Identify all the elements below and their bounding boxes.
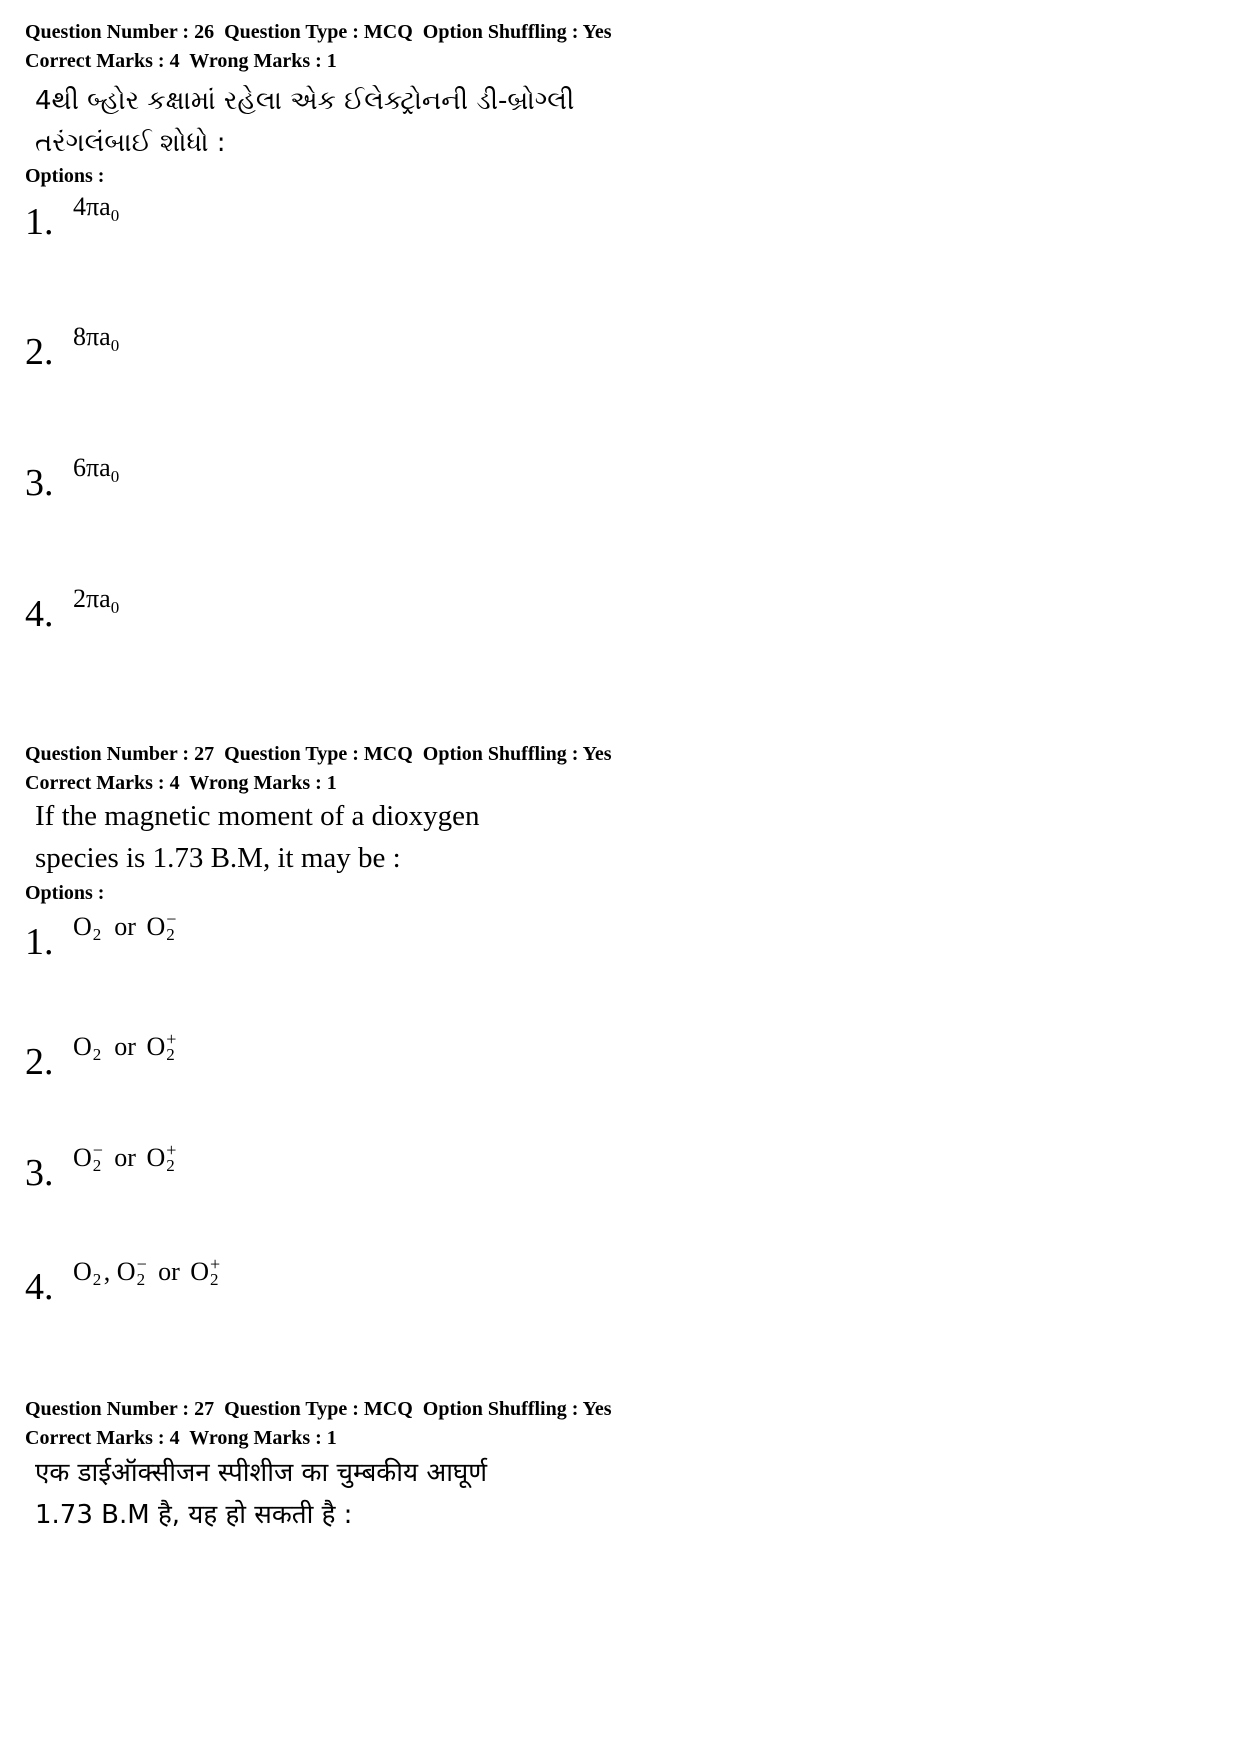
option-value: $6\pi a_0$ (73, 453, 120, 486)
question-text-line: 4થી બ્હોર કક્ષામાં રહેલા એક ઈલેક્ટ્રોનની ડી-બ્રોગ્લી (35, 86, 575, 116)
question-26-text (25, 80, 1205, 164)
option-value: $2\pi a_0$ (73, 584, 120, 617)
options-label: Options : (25, 165, 105, 187)
option-number: 1. (25, 921, 54, 963)
question-26-header (25, 18, 1205, 76)
option-value: $8\pi a_0$ (73, 322, 120, 355)
question-text-line: તરંગલંબાઈ શોધો : (35, 128, 226, 158)
marks-meta-line: Correct Marks : 4 Wrong Marks : 1 (25, 50, 337, 72)
option-number: 2. (25, 1041, 54, 1083)
question-27-header (25, 740, 1205, 798)
question-text-line: species is 1.73 B.M, it may be : (35, 842, 401, 874)
question-27-hindi-header (25, 1395, 1205, 1453)
option-value: $4\pi a_0$ (73, 192, 120, 225)
option-number: 4. (25, 593, 54, 635)
question-text-line: एक डाईऑक्सीजन स्पीशीज का चुम्बकीय आघूर्ण (35, 1458, 488, 1488)
question-text-line: 1.73 B.M है, यह हो सकती है : (35, 1500, 353, 1530)
question-meta-line: Question Number : 27 Question Type : MCQ Option Shuffling : Yes (25, 1398, 612, 1420)
question-27-text (25, 795, 1205, 879)
question-meta-line: Question Number : 26 Question Type : MCQ Option Shuffling : Yes (25, 21, 612, 43)
marks-meta-line: Correct Marks : 4 Wrong Marks : 1 (25, 772, 337, 794)
option-number: 4. (25, 1266, 54, 1308)
option-number: 2. (25, 331, 54, 373)
question-text-line: If the magnetic moment of a dioxygen (35, 800, 480, 832)
option-number: 3. (25, 462, 54, 504)
question-27-hindi-text (25, 1452, 1205, 1536)
option-number: 3. (25, 1152, 54, 1194)
option-value: O 2 or O − 2 (73, 909, 177, 944)
option-value: O 2 or O + 2 (73, 1029, 177, 1064)
options-label: Options : (25, 882, 105, 904)
question-meta-line: Question Number : 27 Question Type : MCQ Option Shuffling : Yes (25, 743, 612, 765)
option-value: O − 2 or O + 2 (73, 1140, 177, 1175)
option-value: O 2 , O − 2 or O + 2 (73, 1254, 221, 1289)
option-number: 1. (25, 201, 54, 243)
marks-meta-line: Correct Marks : 4 Wrong Marks : 1 (25, 1427, 337, 1449)
